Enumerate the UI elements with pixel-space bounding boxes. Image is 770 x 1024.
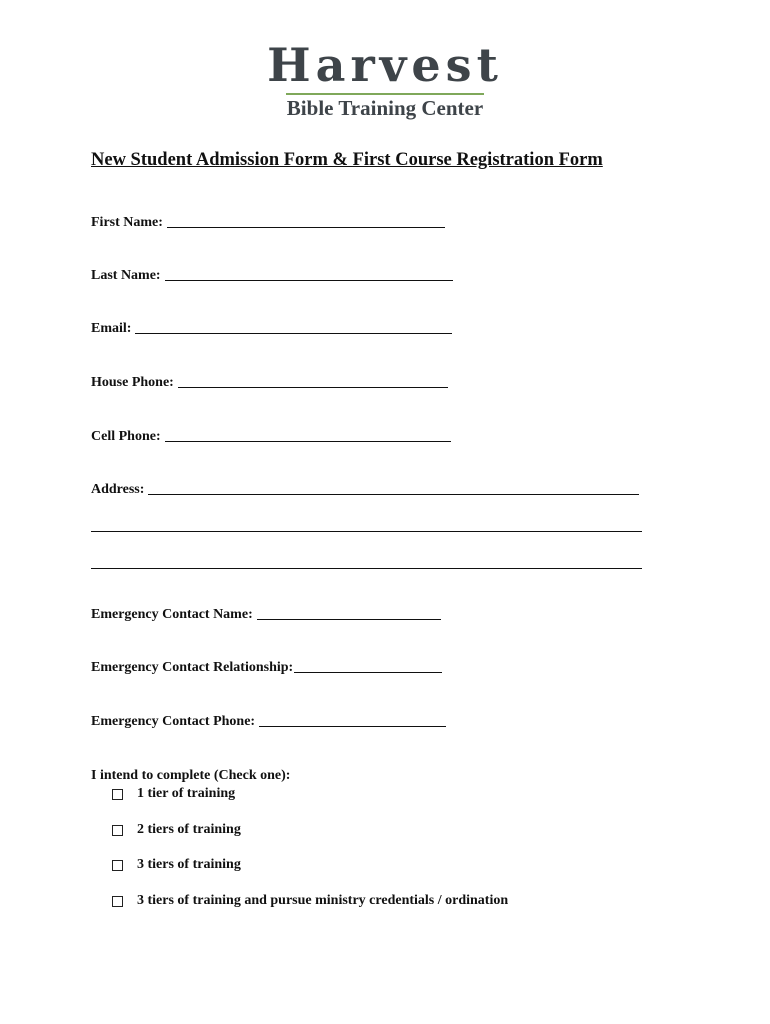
email-label: Email: <box>91 321 132 336</box>
emergency-contact-phone-label: Emergency Contact Phone: <box>91 714 256 729</box>
training-option-4-label: 3 tiers of training and pursue ministry credentials / ordination <box>137 893 509 908</box>
last-name-blank[interactable] <box>165 279 453 281</box>
emergency-contact-name-field <box>91 607 441 623</box>
empty-checkbox-icon[interactable] <box>112 789 123 800</box>
training-option-1-label: 1 tier of training <box>137 786 236 801</box>
empty-checkbox-icon[interactable] <box>112 896 123 907</box>
training-option-3-label: 3 tiers of training <box>137 857 241 872</box>
address-label: Address: <box>91 482 145 497</box>
address-blank-line-3[interactable] <box>91 568 642 569</box>
last-name-field <box>91 268 453 284</box>
cell-phone-blank[interactable] <box>165 440 451 442</box>
last-name-label: Last Name: <box>91 268 161 283</box>
emergency-contact-relationship-field <box>91 660 442 676</box>
house-phone-field <box>91 375 448 391</box>
first-name-blank[interactable] <box>167 226 445 228</box>
cell-phone-label: Cell Phone: <box>91 429 161 444</box>
training-option-4[interactable] <box>112 893 508 909</box>
emergency-contact-name-blank[interactable] <box>257 618 441 620</box>
address-blank-line-1[interactable] <box>148 493 639 495</box>
form-title: New Student Admission Form & First Course Registration Form <box>91 150 603 170</box>
first-name-field <box>91 215 445 231</box>
empty-checkbox-icon[interactable] <box>112 860 123 871</box>
logo-green-rule <box>286 93 484 95</box>
empty-checkbox-icon[interactable] <box>112 825 123 836</box>
emergency-contact-relationship-blank[interactable] <box>294 671 442 673</box>
email-blank[interactable] <box>135 332 452 334</box>
training-intent-prompt: I intend to complete (Check one): <box>91 768 291 783</box>
emergency-contact-phone-field <box>91 714 446 730</box>
address-field <box>91 482 639 498</box>
house-phone-blank[interactable] <box>178 386 448 388</box>
email-field <box>91 321 452 337</box>
emergency-contact-relationship-label: Emergency Contact Relationship: <box>91 660 294 675</box>
emergency-contact-phone-blank[interactable] <box>259 725 446 727</box>
logo-wordmark: Harvest <box>267 38 503 92</box>
emergency-contact-name-label: Emergency Contact Name: <box>91 607 253 622</box>
cell-phone-field <box>91 429 451 445</box>
training-option-2[interactable] <box>112 822 241 838</box>
training-option-2-label: 2 tiers of training <box>137 822 241 837</box>
first-name-label: First Name: <box>91 215 163 230</box>
training-option-3[interactable] <box>112 857 241 873</box>
address-blank-line-2[interactable] <box>91 531 642 532</box>
house-phone-label: House Phone: <box>91 375 174 390</box>
training-option-1[interactable] <box>112 786 235 802</box>
harvest-logo <box>0 38 770 119</box>
logo-subtitle: Bible Training Center <box>286 96 484 120</box>
